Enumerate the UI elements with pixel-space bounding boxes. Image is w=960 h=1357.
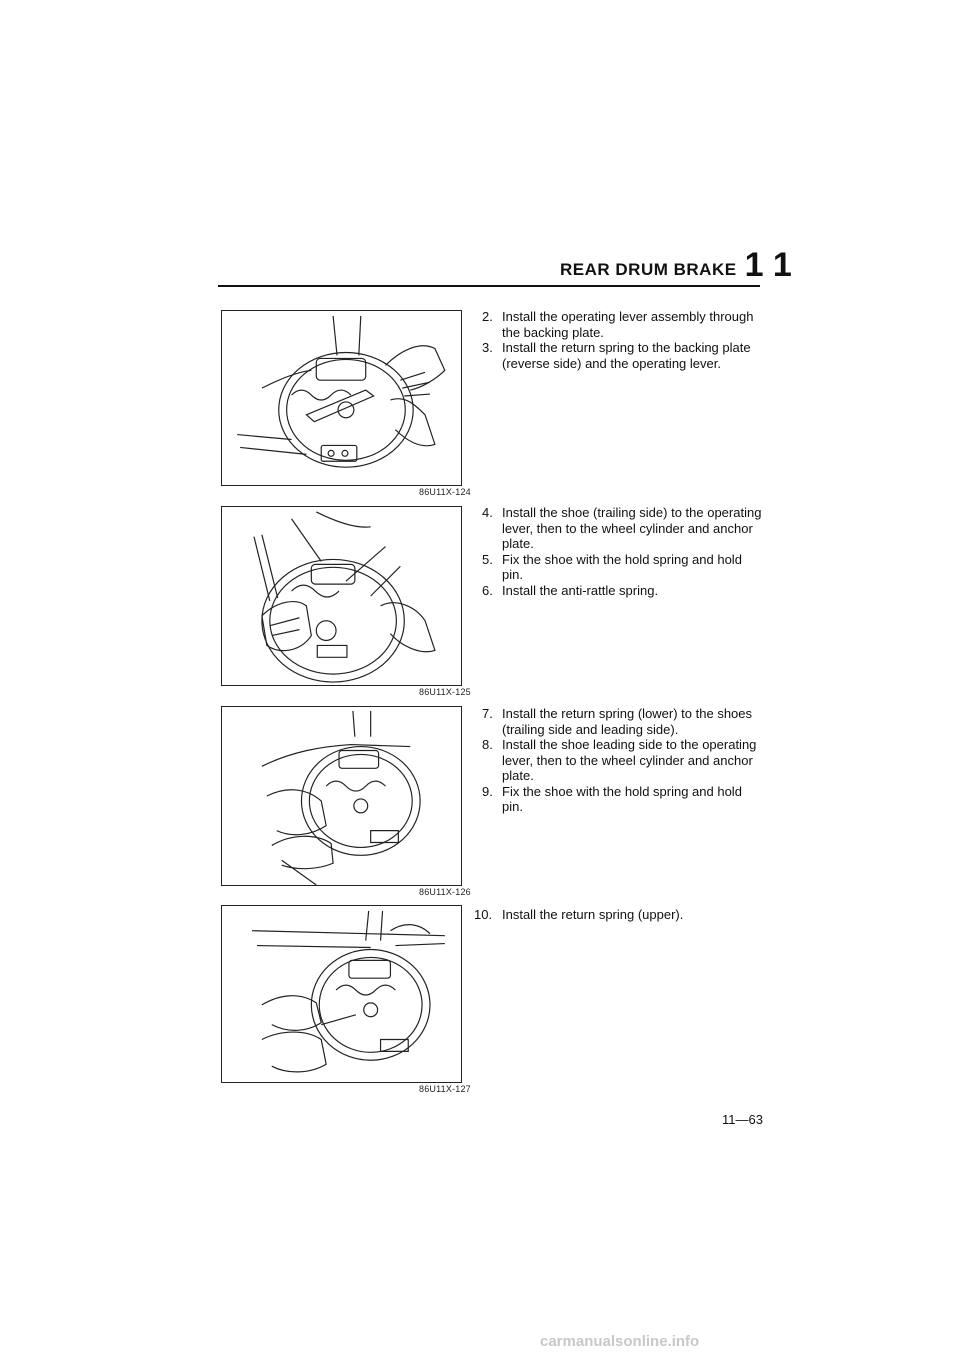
step-text: Install the return spring (upper).	[502, 907, 684, 922]
drum-brake-shoe-illustration	[222, 507, 461, 685]
list-item	[482, 784, 764, 815]
list-item	[482, 583, 764, 599]
chapter-number: 1 1	[744, 246, 792, 284]
step-list	[482, 706, 764, 815]
list-item	[482, 340, 764, 371]
figure-3	[221, 706, 462, 886]
step-number: 2.	[482, 309, 493, 324]
figure-caption: 86U11X-125	[419, 687, 471, 697]
step-text: Install the operating lever assembly through the backing plate.	[502, 309, 754, 340]
step-text: Fix the shoe with the hold spring and hold pin.	[502, 551, 742, 582]
step-list	[482, 505, 764, 598]
list-item	[482, 505, 764, 552]
step-list	[482, 309, 764, 371]
step-list	[474, 907, 764, 923]
step-number: 4.	[482, 505, 493, 520]
figure-caption: 86U11X-127	[419, 1084, 471, 1094]
figure-4	[221, 905, 462, 1083]
figure-caption: 86U11X-126	[419, 887, 471, 897]
list-item	[474, 907, 764, 923]
list-item	[482, 309, 764, 340]
step-text: Install the shoe leading side to the operating lever, then to the wheel cylinder and anchor plate.	[502, 737, 757, 783]
step-number: 9.	[482, 783, 493, 799]
header-rule	[218, 285, 760, 287]
step-number: 5.	[482, 551, 493, 567]
page-number: 11—63	[722, 1112, 763, 1127]
list-item	[482, 706, 764, 737]
drum-brake-lever-illustration	[222, 311, 461, 485]
list-item	[482, 552, 764, 583]
list-item	[482, 737, 764, 784]
step-number: 8.	[482, 737, 493, 752]
watermark: carmanualsonline.info	[540, 1333, 700, 1350]
step-number: 3.	[482, 340, 493, 355]
step-number: 10.	[474, 907, 493, 922]
step-text: Install the shoe (trailing side) to the operating lever, then to the wheel cylinder and anchor plate.	[502, 505, 762, 551]
figure-caption: 86U11X-124	[419, 487, 471, 497]
figure-2	[221, 506, 462, 686]
step-number: 6.	[482, 582, 493, 598]
section-header	[560, 246, 792, 284]
step-text: Install the anti-rattle spring.	[502, 582, 659, 598]
step-text: Install the return spring to the backing plate (reverse side) and the operating lever.	[502, 340, 751, 371]
drum-brake-upper-spring-illustration	[222, 906, 461, 1082]
section-title: REAR DRUM BRAKE	[560, 260, 737, 279]
figure-1	[221, 310, 462, 486]
step-text: Install the return spring (lower) to the shoes (trailing side and leading side).	[502, 706, 753, 737]
step-number: 7.	[482, 706, 493, 721]
drum-brake-lower-spring-illustration	[222, 707, 461, 885]
step-text: Fix the shoe with the hold spring and hold pin.	[502, 783, 742, 814]
